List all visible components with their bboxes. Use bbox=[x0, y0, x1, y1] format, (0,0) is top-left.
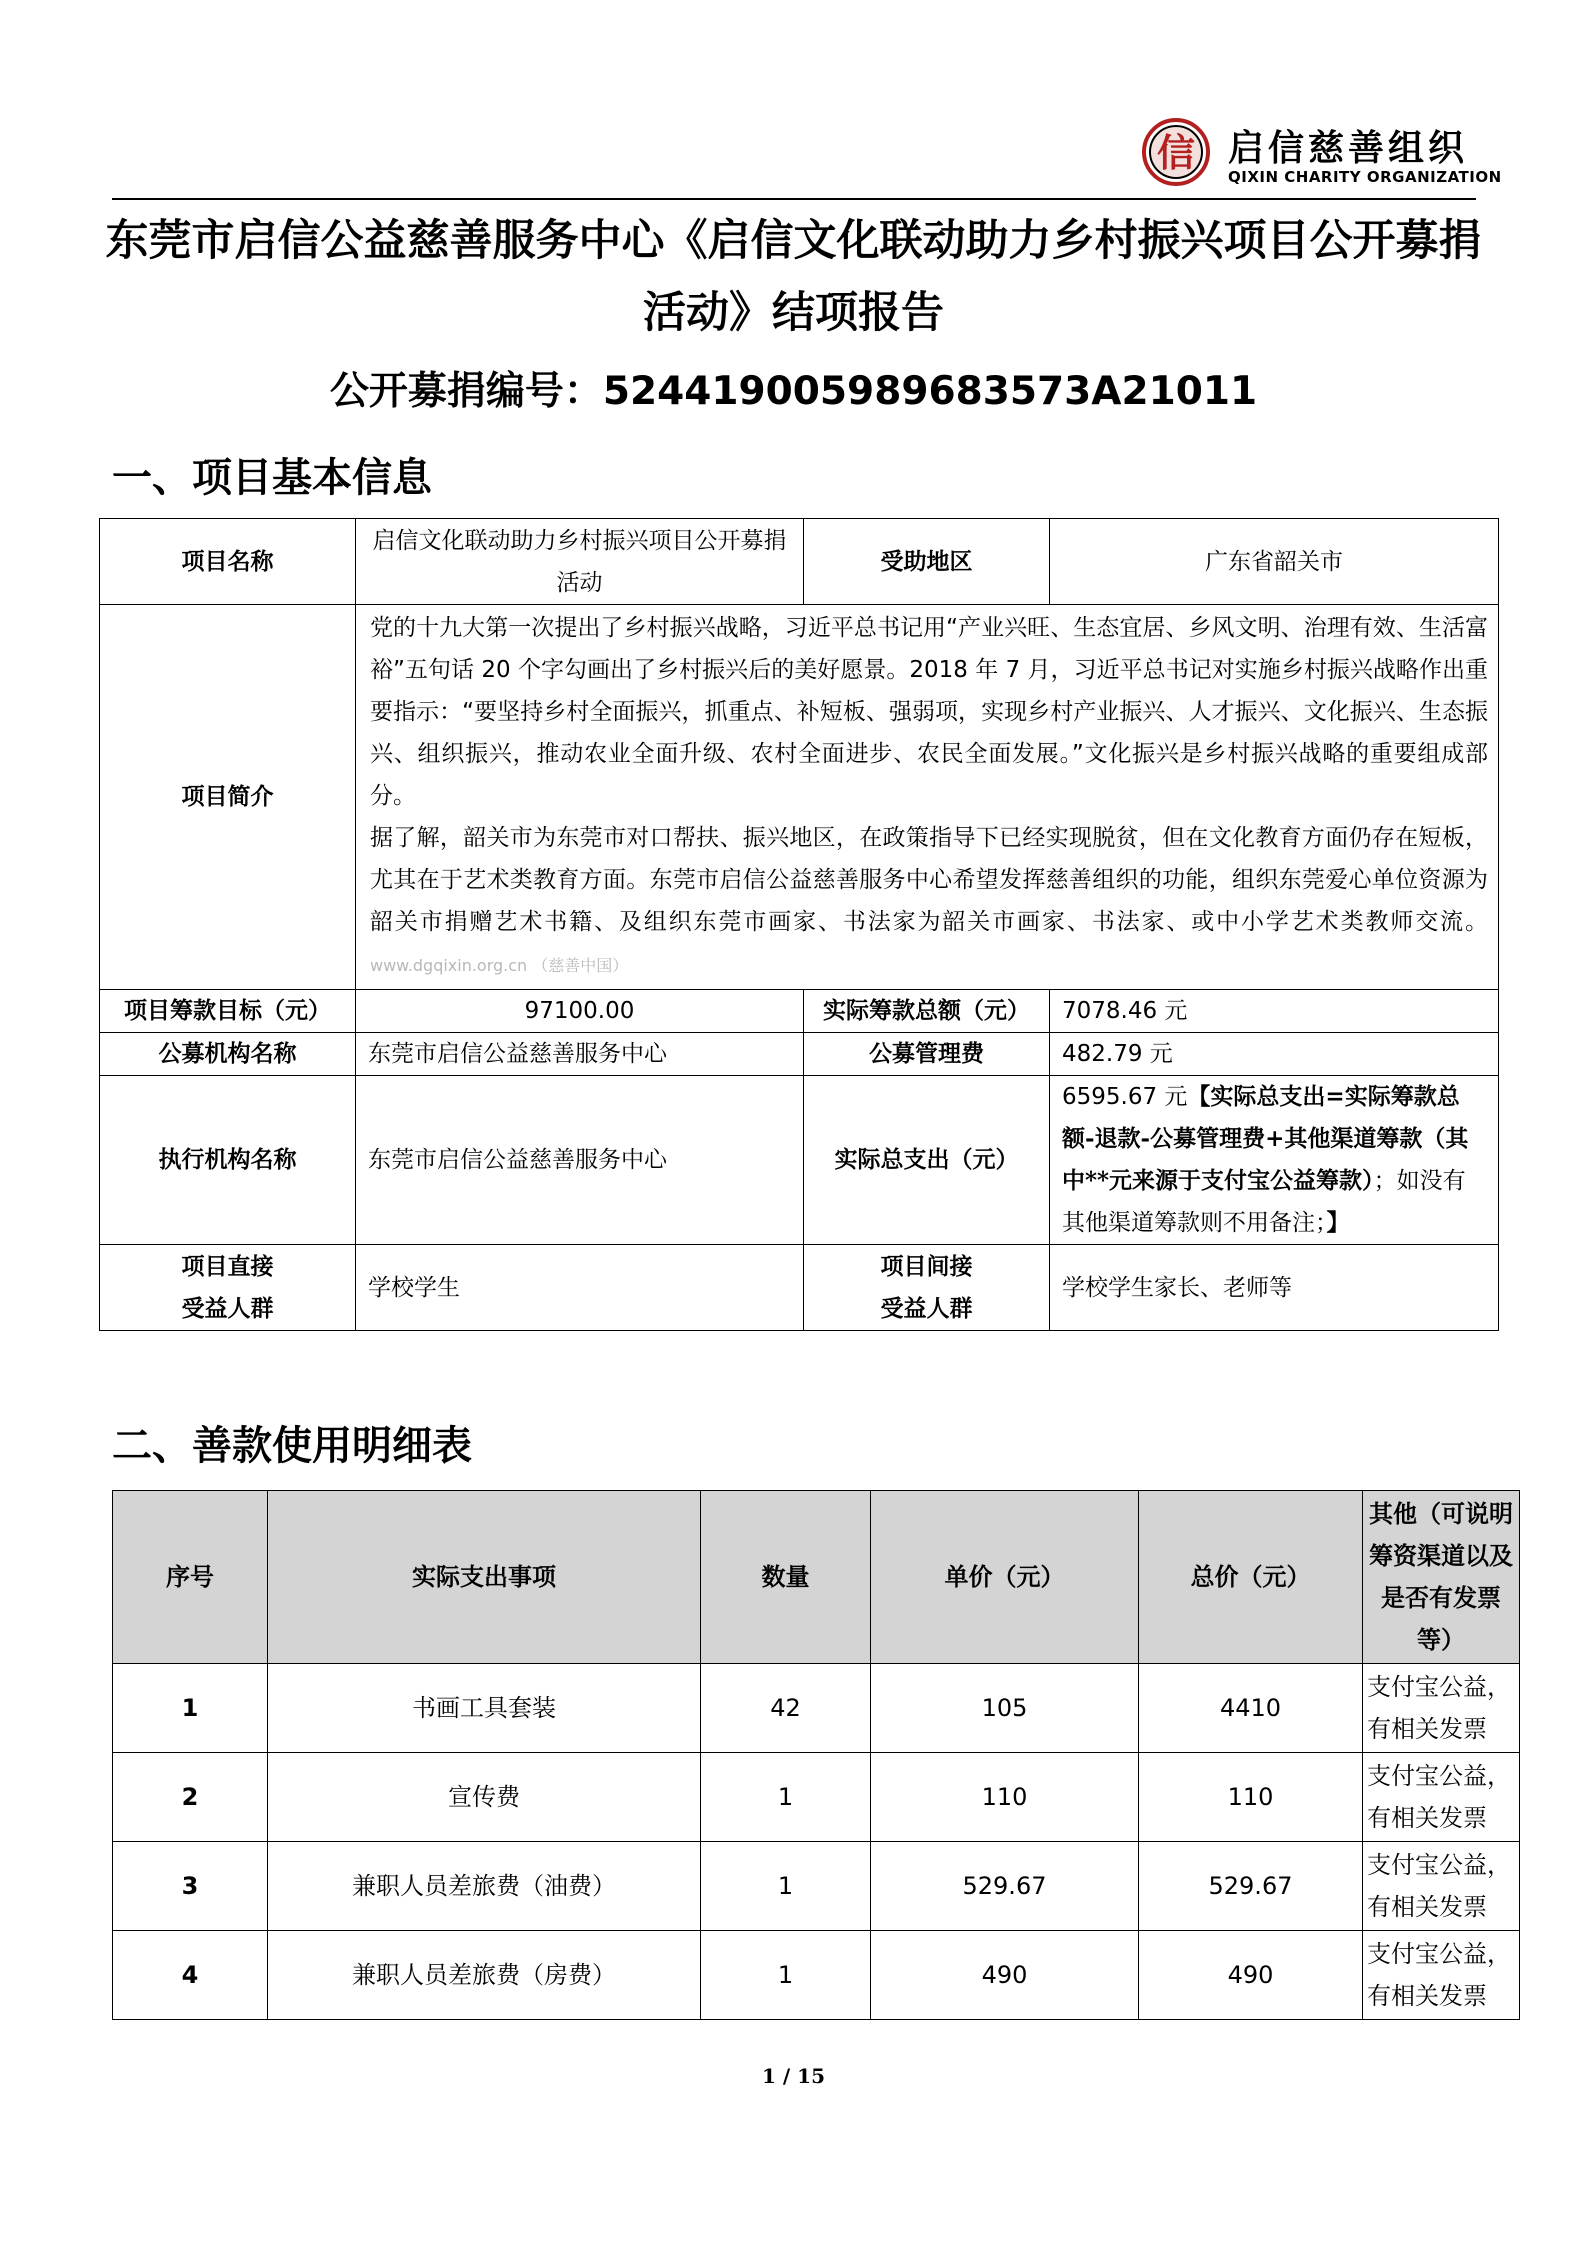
target-value: 97100.00 bbox=[356, 990, 804, 1033]
org-value: 东莞市启信公益慈善服务中心 bbox=[356, 1033, 804, 1076]
page-number: 1 / 15 bbox=[762, 2064, 825, 2088]
row-unit: 490 bbox=[871, 1931, 1139, 2020]
project-name-value: 启信文化联动助力乡村振兴项目公开募捐活动 bbox=[356, 519, 804, 605]
table-row bbox=[100, 519, 1499, 605]
header-rule bbox=[112, 198, 1476, 200]
col-header-idx: 序号 bbox=[113, 1491, 268, 1664]
col-header-qty: 数量 bbox=[701, 1491, 871, 1664]
row-total: 110 bbox=[1139, 1753, 1363, 1842]
row-qty: 1 bbox=[701, 1931, 871, 2020]
row-total: 529.67 bbox=[1139, 1842, 1363, 1931]
spend-note: 【实际总支出=实际筹款总额-退款-公募管理费+其他渠道筹款（其中**元来源于支付宝公益筹款） bbox=[1062, 1083, 1469, 1194]
org-label: 公募机构名称 bbox=[100, 1033, 356, 1076]
section-2-heading: 二、善款使用明细表 bbox=[112, 1423, 472, 1469]
direct-beneficiary-value: 学校学生 bbox=[356, 1245, 804, 1331]
col-header-total: 总价（元） bbox=[1139, 1491, 1363, 1664]
table-row bbox=[113, 1664, 1520, 1753]
expense-header-row bbox=[113, 1491, 1520, 1664]
col-header-note: 其他（可说明筹资渠道以及是否有发票等） bbox=[1363, 1491, 1520, 1664]
table-row bbox=[113, 1753, 1520, 1842]
table-row bbox=[113, 1931, 1520, 2020]
intro-paragraph-2-text: 据了解，韶关市为东莞市对口帮扶、振兴地区，在政策指导下已经实现脱贫，但在文化教育方面仍存在短板，尤其在于艺术类教育方面。东莞市启信公益慈善服务中心希望发挥慈善组织的功能，组织东莞爱心单位资源为韶关市捐赠艺术书籍、及组织东莞市画家、书法家为韶关市画家、书法家、或中小学艺术类教师交流。 bbox=[370, 825, 1488, 935]
row-note: 支付宝公益，有相关发票 bbox=[1363, 1753, 1520, 1842]
intro-text bbox=[356, 605, 1499, 990]
direct-label-line-2: 受益人群 bbox=[181, 1295, 274, 1322]
row-total: 4410 bbox=[1139, 1664, 1363, 1753]
row-note: 支付宝公益，有相关发票 bbox=[1363, 1842, 1520, 1931]
table-row bbox=[100, 1245, 1499, 1331]
intro-label: 项目简介 bbox=[100, 605, 356, 990]
region-label: 受助地区 bbox=[804, 519, 1050, 605]
charity-seal-icon bbox=[1140, 116, 1212, 188]
row-qty: 42 bbox=[701, 1664, 871, 1753]
row-unit: 529.67 bbox=[871, 1842, 1139, 1931]
row-item: 兼职人员差旅费（油费） bbox=[268, 1842, 701, 1931]
fee-value: 482.79 元 bbox=[1050, 1033, 1499, 1076]
spend-note-tail: ；如没有其他渠道筹款则不用备注； bbox=[1062, 1168, 1466, 1236]
table-row bbox=[113, 1842, 1520, 1931]
col-header-item: 实际支出事项 bbox=[268, 1491, 701, 1664]
logo-chinese-name: 启信慈善组织 bbox=[1228, 128, 1469, 169]
row-qty: 1 bbox=[701, 1842, 871, 1931]
watermark-text: www.dgqixin.org.cn （慈善中国） bbox=[370, 956, 629, 975]
direct-beneficiary-label bbox=[100, 1245, 356, 1331]
intro-paragraph-2 bbox=[370, 817, 1488, 987]
project-info-table bbox=[99, 518, 1499, 1331]
row-item: 兼职人员差旅费（房费） bbox=[268, 1931, 701, 2020]
row-unit: 105 bbox=[871, 1664, 1139, 1753]
spend-cell bbox=[1050, 1076, 1499, 1245]
row-idx: 2 bbox=[113, 1753, 268, 1842]
row-note: 支付宝公益，有相关发票 bbox=[1363, 1664, 1520, 1753]
indirect-label-line-1: 项目间接 bbox=[880, 1253, 973, 1280]
row-idx: 3 bbox=[113, 1842, 268, 1931]
section-1-heading: 一、项目基本信息 bbox=[112, 455, 432, 501]
indirect-beneficiary-label bbox=[804, 1245, 1050, 1331]
table-row bbox=[100, 1076, 1499, 1245]
target-label: 项目筹款目标（元） bbox=[100, 990, 356, 1033]
row-unit: 110 bbox=[871, 1753, 1139, 1842]
report-title-line-2: 活动》结项报告 bbox=[643, 288, 944, 338]
row-qty: 1 bbox=[701, 1753, 871, 1842]
spend-label: 实际总支出（元） bbox=[804, 1076, 1050, 1245]
exec-label: 执行机构名称 bbox=[100, 1076, 356, 1245]
fundraising-code: 公开募捐编号：52441900598968357​3A21011 bbox=[329, 369, 1258, 414]
region-value: 广东省韶关市 bbox=[1050, 519, 1499, 605]
svg-text:信: 信 bbox=[1156, 130, 1196, 175]
logo-english-name: QIXIN CHARITY ORGANIZATION bbox=[1228, 168, 1502, 186]
row-idx: 1 bbox=[113, 1664, 268, 1753]
row-item: 书画工具套装 bbox=[268, 1664, 701, 1753]
table-row bbox=[100, 990, 1499, 1033]
exec-value: 东莞市启信公益慈善服务中心 bbox=[356, 1076, 804, 1245]
col-header-unit: 单价（元） bbox=[871, 1491, 1139, 1664]
indirect-label-line-2: 受益人群 bbox=[880, 1295, 973, 1322]
spend-note-close: 】 bbox=[1326, 1209, 1350, 1236]
direct-label-line-1: 项目直接 bbox=[181, 1253, 274, 1280]
row-note: 支付宝公益，有相关发票 bbox=[1363, 1931, 1520, 2020]
raised-value: 7078.46 元 bbox=[1050, 990, 1499, 1033]
table-row bbox=[100, 605, 1499, 990]
fee-label: 公募管理费 bbox=[804, 1033, 1050, 1076]
spend-value: 6595.67 元 bbox=[1062, 1084, 1188, 1110]
project-name-label: 项目名称 bbox=[100, 519, 356, 605]
expense-table bbox=[112, 1490, 1520, 2020]
indirect-beneficiary-value: 学校学生家长、老师等 bbox=[1050, 1245, 1499, 1331]
org-logo bbox=[1140, 112, 1502, 192]
report-title bbox=[100, 205, 1487, 349]
row-idx: 4 bbox=[113, 1931, 268, 2020]
row-item: 宣传费 bbox=[268, 1753, 701, 1842]
intro-paragraph-1: 党的十九大第一次提出了乡村振兴战略，习近平总书记用“产业兴旺、生态宜居、乡风文明、治理有效、生活富裕”五句话 20 个字勾画出了乡村振兴后的美好愿景。2018 年 7 月，习近平总书记对实施乡村振兴战略作出重要指示：“要坚持乡村全面振兴，抓重点、补短板、强弱项，实现乡村产业振兴、人才振兴、文化振兴、生态振兴、组织振兴，推动农业全面升级、农村全面进步、农民全面发展。”文化振兴是乡村振兴战略的重要组成部分。 bbox=[370, 615, 1488, 809]
table-row bbox=[100, 1033, 1499, 1076]
raised-label: 实际筹款总额（元） bbox=[804, 990, 1050, 1033]
row-total: 490 bbox=[1139, 1931, 1363, 2020]
report-title-line-1: 东莞市启信公益慈善服务中心《启信文化联动助力乡村振兴项目公开募捐 bbox=[105, 216, 1482, 266]
